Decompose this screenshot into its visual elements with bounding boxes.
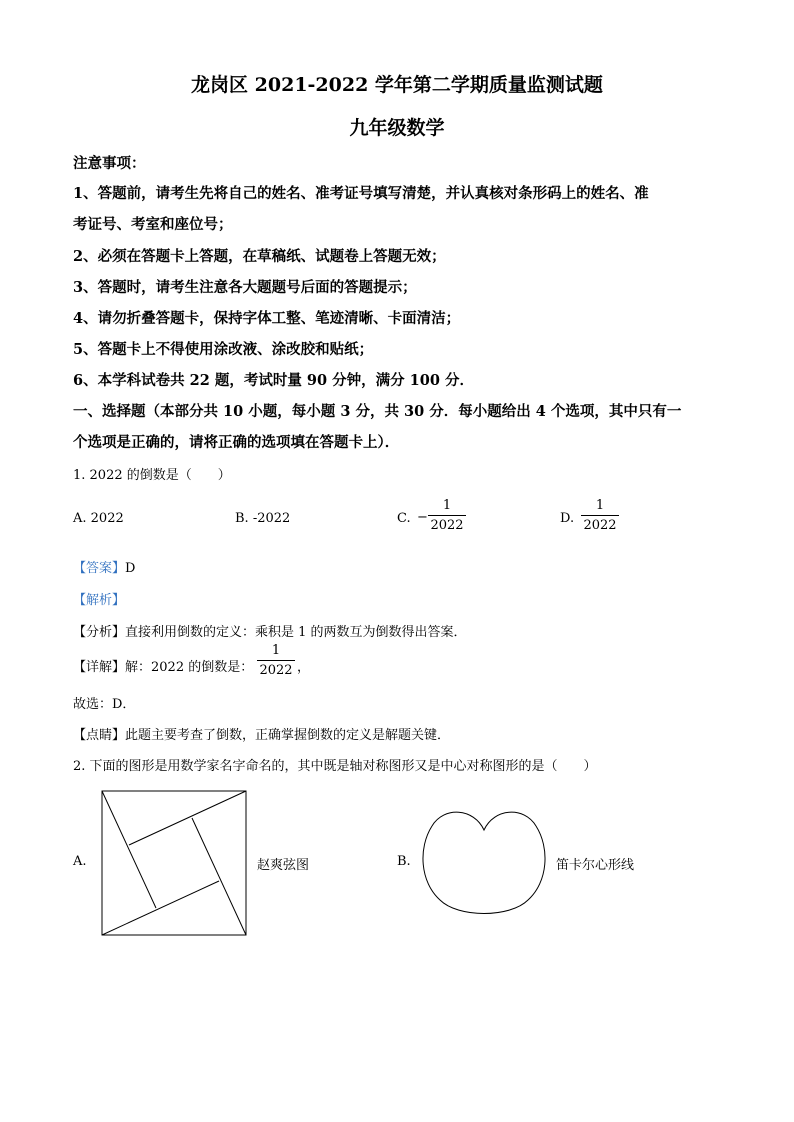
- option-c-fraction: [428, 498, 466, 534]
- note-line: 3、答题时，请考生注意各大题题号后面的答题提示；: [73, 279, 417, 296]
- note-line: 4、请勿折叠答题卡，保持字体工整、笔迹清晰、卡面清洁；: [73, 310, 461, 327]
- note-line: 5、答题卡上不得使用涂改液、涂改胶和贴纸；: [73, 341, 374, 358]
- answer-tag: 【答案】: [73, 561, 126, 576]
- question-stem: 2. 下面的图形是用数学家名字命名的，其中既是轴对称图形又是中心对称图形的是（ ）: [73, 759, 597, 774]
- notes-heading: 注意事项：: [73, 155, 146, 172]
- note-line: 1、答题前，请考生先将自己的姓名、准考证号填写清楚，并认真核对条形码上的姓名、准: [73, 185, 649, 202]
- detail-suffix: ，: [297, 660, 311, 675]
- answer-value: D: [125, 561, 136, 576]
- fraction-denominator: 2022: [259, 663, 293, 678]
- option-d-fraction: [581, 498, 619, 534]
- fraction-numerator: 1: [595, 498, 605, 513]
- fraction-bar: [257, 660, 295, 661]
- question-stem: 1. 2022 的倒数是（ ）: [73, 468, 231, 483]
- fraction-denominator: 2022: [430, 518, 464, 533]
- option-a-label: A.: [73, 854, 87, 869]
- option-c-label: C.: [397, 511, 411, 526]
- page-title: 龙岗区 2021-2022 学年第二学期质量监测试题: [191, 74, 603, 96]
- fraction-denominator: 2022: [583, 518, 617, 533]
- analysis-tag: 【解析】: [73, 593, 126, 608]
- fraction-bar: [428, 515, 466, 516]
- fraction-numerator: 1: [442, 498, 452, 513]
- note-line: 6、本学科试卷共 22 题，考试时量 90 分钟，满分 100 分．: [73, 372, 474, 389]
- page-subtitle: 九年级数学: [349, 117, 445, 139]
- analysis-text: 【分析】直接利用倒数的定义：乘积是 1 的两数互为倒数得出答案．: [73, 625, 467, 640]
- note-line: 考证号、考室和座位号；: [73, 216, 233, 233]
- note-line: 2、必须在答题卡上答题，在草稿纸、试题卷上答题无效；: [73, 248, 446, 265]
- option-a-caption: 赵爽弦图: [257, 858, 310, 873]
- section-heading: 一、选择题（本部分共 10 小题，每小题 3 分，共 30 分．每小题给出 4 个选项，其中只有一: [73, 403, 682, 420]
- option-a: A. 2022: [73, 511, 124, 526]
- detail-fraction: [257, 643, 295, 679]
- fraction-numerator: 1: [271, 643, 281, 658]
- zhao-shuang-diagram: [101, 790, 247, 936]
- choose-line: 故选：D．: [73, 697, 136, 712]
- section-heading-cont: 个选项是正确的，请将正确的选项填在答题卡上）．: [73, 434, 400, 451]
- option-b: B. -2022: [235, 511, 291, 526]
- comment-line: 【点睛】此题主要考查了倒数，正确掌握倒数的定义是解题关键．: [73, 728, 451, 743]
- option-b-label: B.: [397, 854, 411, 869]
- option-d-label: D.: [560, 511, 575, 526]
- answer-line: [73, 557, 135, 576]
- option-b-caption: 笛卡尔心形线: [556, 858, 635, 873]
- fraction-bar: [581, 515, 619, 516]
- cardioid-diagram: [418, 802, 550, 920]
- minus-sign: −: [417, 510, 428, 525]
- detail-prefix: 【详解】解：2022 的倒数是：: [73, 660, 254, 675]
